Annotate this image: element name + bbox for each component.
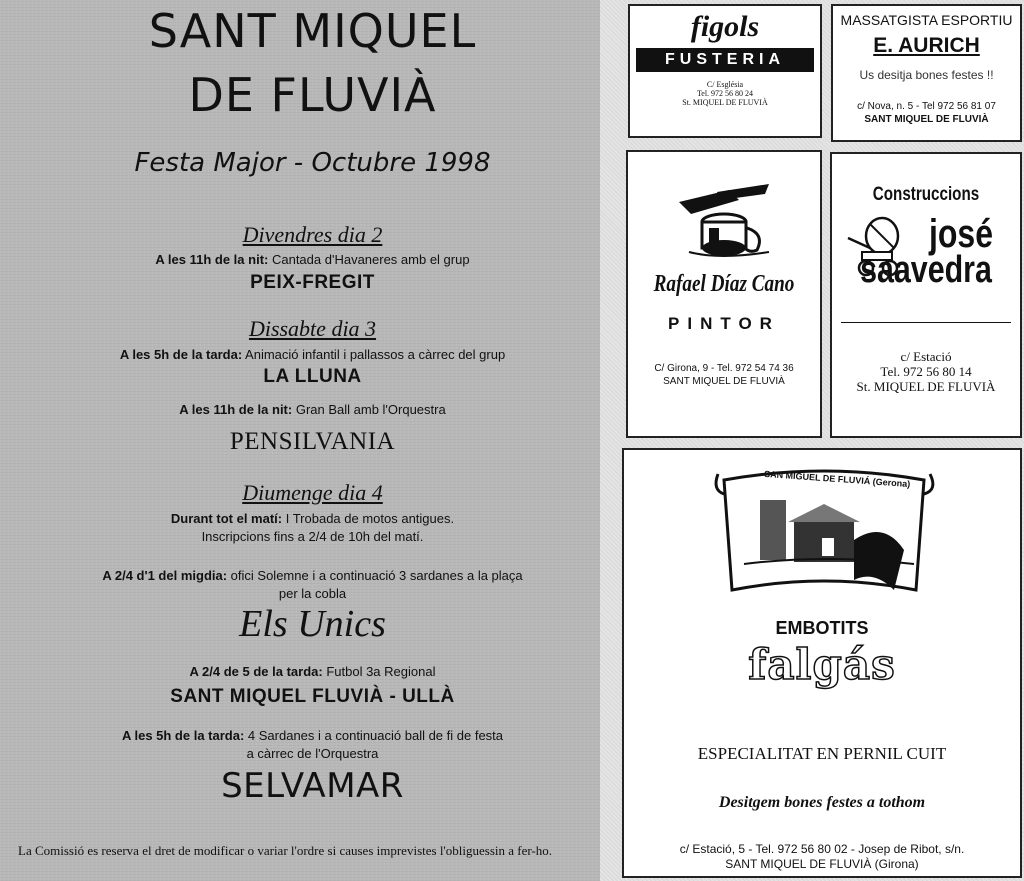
act-selvamar: SELVAMAR xyxy=(221,766,404,806)
construccions-label: Construccions xyxy=(872,184,980,205)
rafael-address: C/ Girona, 9 - Tel. 972 54 74 36 xyxy=(654,363,794,374)
aurich-name: E. AURICH xyxy=(873,34,980,57)
subtitle: Festa Major - Octubre 1998 xyxy=(134,148,491,178)
ad-rafael-diaz-cano xyxy=(626,150,822,438)
falgas-address: c/ Estació, 5 - Tel. 972 56 80 02 - Josep de Ribot, s/n. xyxy=(679,842,965,856)
figols-address-3: St. MIQUEL DE FLUVIÀ xyxy=(682,98,768,107)
figols-address-1: C/ Església xyxy=(706,80,744,89)
ad-construccions-saavedra xyxy=(830,152,1022,438)
sunday-line-3: A 2/4 de 5 de la tarda: Futbol 3a Regional xyxy=(189,664,436,679)
sunday-line-1b: Inscripcions fins a 2/4 de 10h del matí. xyxy=(201,529,424,544)
act-football-match: SANT MIQUEL FLUVIÀ - ULLÀ xyxy=(170,686,455,707)
day-heading-saturday: Dissabte dia 3 xyxy=(248,316,377,341)
falgas-logo: falgás xyxy=(748,640,896,689)
ad-embotits-falgas xyxy=(622,448,1022,878)
day-heading-sunday: Diumenge dia 4 xyxy=(242,480,383,505)
construccions-saavedra: saavedra xyxy=(860,249,992,291)
aurich-wish: Us desitja bones festes !! xyxy=(859,68,994,82)
title-line-2: DE FLUVIÀ xyxy=(188,68,437,122)
ad-figols-fusteria xyxy=(628,4,822,138)
sunday-line-4: A les 5h de la tarda: 4 Sardanes i a continuació ball de fi de festa xyxy=(121,728,504,743)
falgas-wish: Desitgem bones festes a tothom xyxy=(718,794,926,811)
construccions-address-2: Tel. 972 56 80 14 xyxy=(880,364,972,379)
friday-line-1: A les 11h de la nit: Cantada d'Havaneres amb el grup xyxy=(155,252,470,267)
aurich-address: c/ Nova, n. 5 - Tel 972 56 81 07 xyxy=(857,101,996,112)
embotits-label: EMBOTITS xyxy=(775,618,869,638)
scroll-caption: SAN MIGUEL DE FLUVIÁ (Gerona) xyxy=(763,468,911,490)
sunday-line-4b: a càrrec de l'Orquestra xyxy=(246,746,379,761)
act-els-unics: Els Unics xyxy=(239,603,386,645)
aurich-town: SANT MIQUEL DE FLUVIÀ xyxy=(864,114,989,125)
act-la-lluna: LA LLUNA xyxy=(263,366,362,387)
rafael-name: Rafael Díaz Cano xyxy=(653,271,795,297)
construccions-address-3: St. MIQUEL DE FLUVIÀ xyxy=(856,379,996,394)
figols-address-2: Tel. 972 56 80 24 xyxy=(696,89,754,98)
specialty: ESPECIALITAT EN PERNIL CUIT xyxy=(697,744,947,763)
sunday-line-1: Durant tot el matí: I Trobada de motos antigues. xyxy=(170,511,455,526)
rafael-town: SANT MIQUEL DE FLUVIÀ xyxy=(663,376,785,387)
figols-band: FUSTERIA xyxy=(636,48,814,72)
ad-aurich xyxy=(831,4,1022,142)
sunday-line-2: A 2/4 d'1 del migdia: ofici Solemne i a continuació 3 sardanes a la plaça xyxy=(102,568,523,583)
aurich-profession: MASSATGISTA ESPORTIU xyxy=(840,12,1013,28)
act-peix-fregit: PEIX-FREGIT xyxy=(250,272,375,293)
saturday-line-2: A les 11h de la nit: Gran Ball amb l'Orquestra xyxy=(179,402,446,417)
figols-logo: figols xyxy=(690,10,760,43)
act-pensilvania: PENSILVANIA xyxy=(229,428,396,455)
day-heading-friday: Divendres dia 2 xyxy=(242,222,383,247)
construccions-address-1: c/ Estació xyxy=(900,349,952,364)
construccions-jose: josé xyxy=(928,212,994,256)
title-line-1: SANT MIQUEL xyxy=(148,4,477,58)
paint-can-icon xyxy=(669,182,779,262)
falgas-town: SANT MIQUEL DE FLUVIÀ (Girona) xyxy=(725,857,919,871)
sunday-line-2b: per la cobla xyxy=(278,586,347,601)
saturday-line-1: A les 5h de la tarda: Animació infantil i pallassos a càrrec del grup xyxy=(119,347,506,362)
rafael-trade: PINTOR xyxy=(668,314,780,333)
divider xyxy=(841,322,1011,323)
disclaimer: La Comissió es reserva el dret de modificar o variar l'ordre si causes imprevistes l'obliguessin a fer-ho. xyxy=(18,843,553,858)
